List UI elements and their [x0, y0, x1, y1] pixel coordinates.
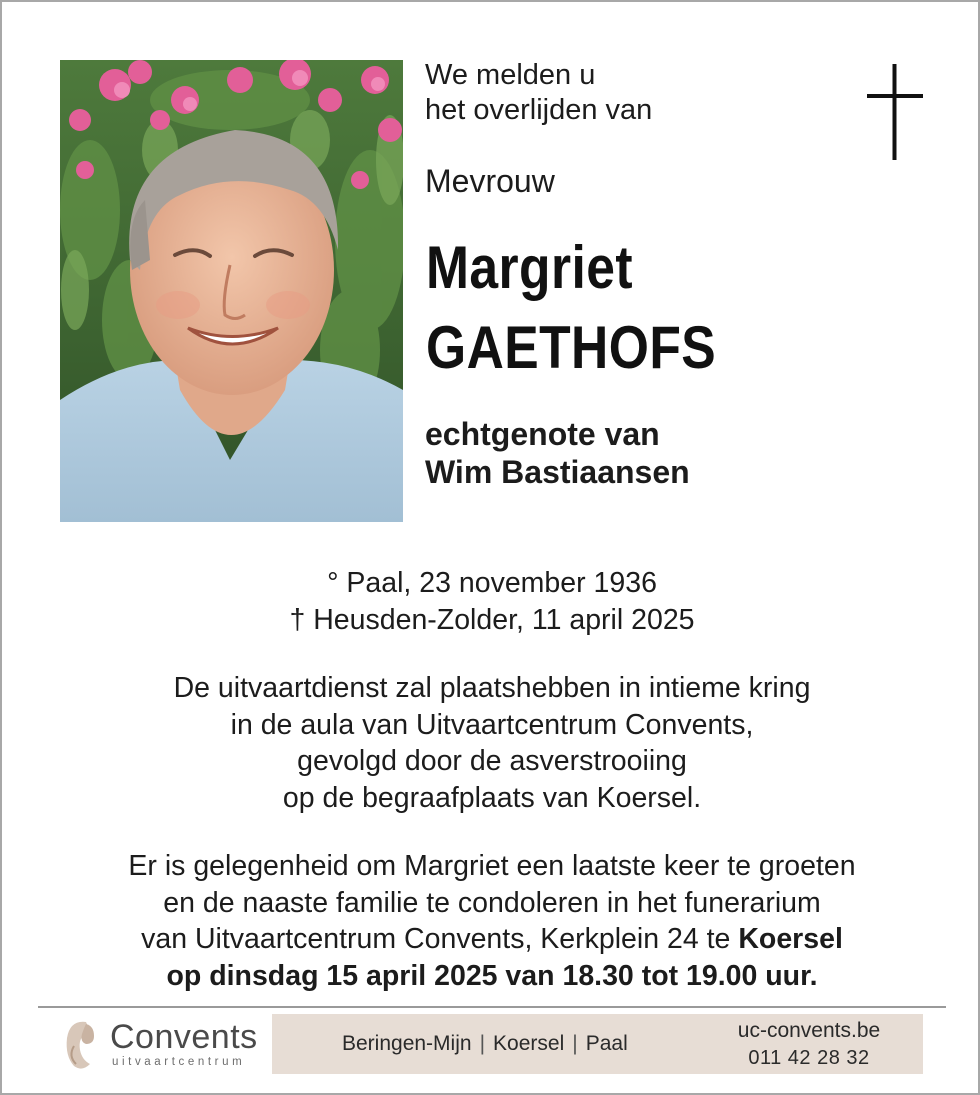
service-line-4: op de begraafplaats van Koersel. — [282, 781, 702, 814]
title-prefix: Mevrouw — [425, 163, 555, 199]
website-link[interactable]: uc-convents.be — [737, 1019, 881, 1042]
service-details — [2, 670, 980, 816]
phone-number[interactable]: 011 42 28 32 — [748, 1047, 870, 1069]
location-item: Koersel — [493, 1032, 565, 1055]
visitation-line-1: Er is gelegenheid om Margriet een laatste keer te groeten — [128, 850, 856, 882]
intro-text — [425, 58, 652, 128]
spouse-info — [425, 415, 690, 491]
deceased-last-name: GAETHOFS — [426, 314, 717, 381]
location-separator: | — [572, 1032, 578, 1055]
birth-date: ° Paal, 23 november 1936 — [327, 567, 657, 599]
location-separator: | — [479, 1032, 486, 1055]
convents-logo — [60, 1016, 260, 1074]
brand-subtitle: uitvaartcentrum — [112, 1056, 246, 1068]
portrait-photo — [60, 60, 403, 522]
service-line-3: gevolgd door de asverstrooiing — [297, 745, 687, 777]
death-date: † Heusden-Zolder, 11 april 2025 — [289, 603, 695, 636]
visitation-line-3 — [2, 921, 980, 958]
service-line-1: De uitvaartdienst zal plaatshebben in intieme kring — [173, 672, 811, 704]
visitation-town: Koersel — [738, 923, 843, 955]
convents-logo-icon — [60, 1016, 100, 1072]
visitation-datetime: op dinsdag 15 april 2025 van 18.30 tot 19.00 uur. — [166, 959, 818, 992]
spouse-line-1: echtgenote van — [425, 416, 660, 452]
visitation-details — [2, 848, 980, 994]
service-line-2: in de aula van Uitvaartcentrum Convents, — [230, 708, 754, 741]
deceased-first-name: Margriet — [426, 234, 634, 301]
visitation-line-2: en de naaste familie te condoleren in het funerarium — [163, 886, 821, 919]
footer-divider — [38, 1006, 946, 1008]
visitation-line-4 — [2, 958, 980, 995]
location-item: Beringen-Mijn — [342, 1032, 472, 1055]
intro-line-1: We melden u — [425, 59, 596, 91]
spouse-line-2: Wim Bastiaansen — [425, 454, 690, 490]
visitation-address: van Uitvaartcentrum Convents, Kerkplein 24 te — [141, 923, 739, 955]
intro-line-2: het overlijden van — [425, 94, 653, 126]
brand-name: Convents — [110, 1018, 258, 1056]
locations-list — [342, 1031, 628, 1057]
life-dates — [2, 565, 980, 638]
contact-band — [272, 1014, 923, 1074]
cross-icon — [867, 64, 923, 160]
location-item: Paal — [585, 1032, 628, 1055]
